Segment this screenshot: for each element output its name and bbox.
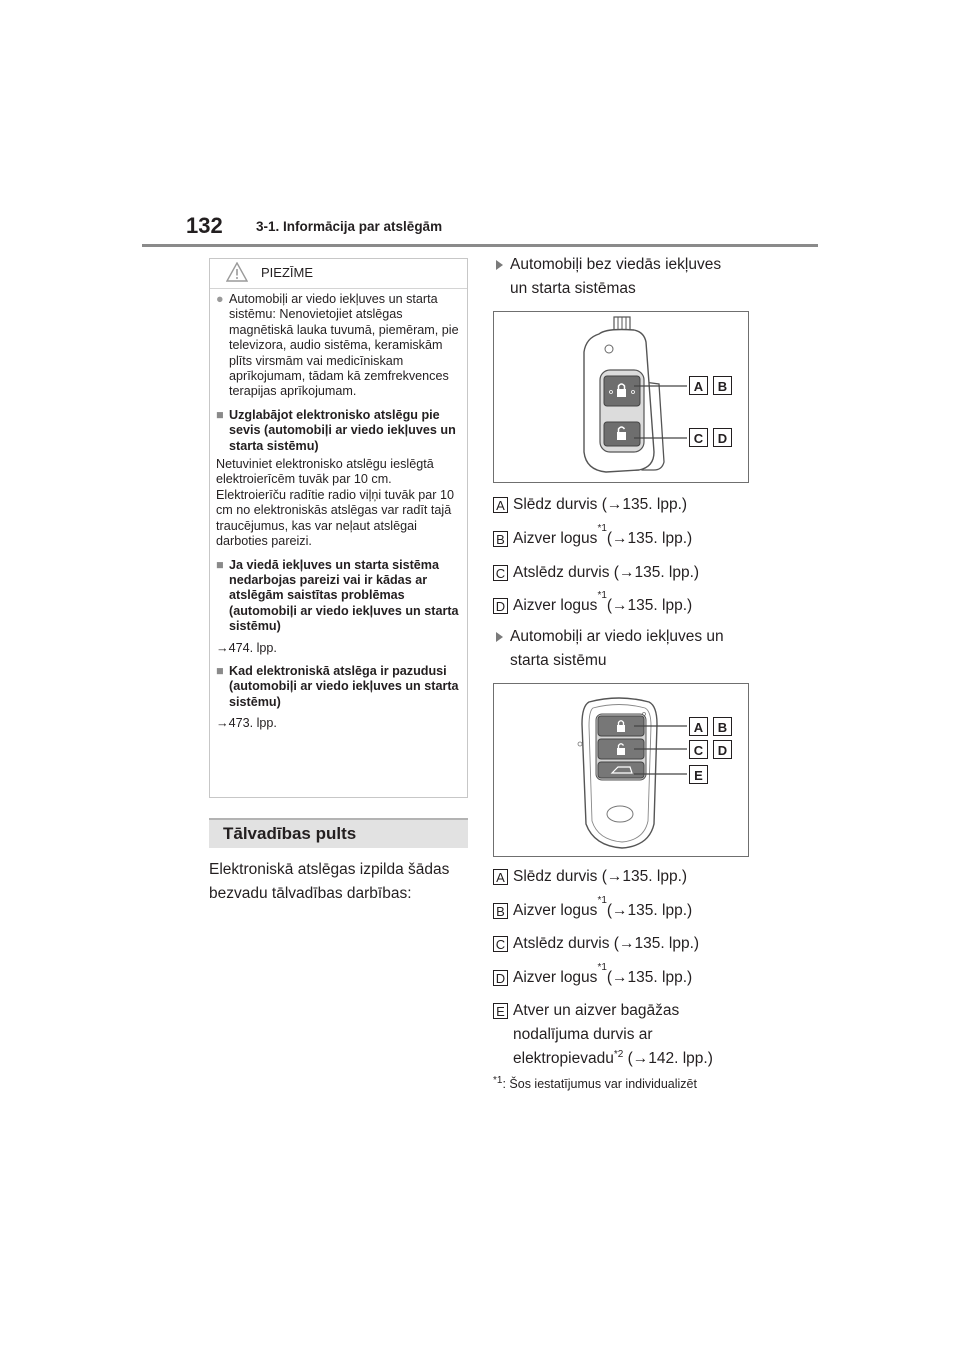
note-box xyxy=(209,258,468,798)
item-text-block xyxy=(513,999,713,1071)
item-label: D xyxy=(493,970,508,986)
heading-line: un starta sistēmas xyxy=(510,280,636,297)
square-bullet-icon: ■ xyxy=(216,557,224,572)
figure-key-with-smart xyxy=(493,683,749,857)
item-label: A xyxy=(493,869,508,885)
note-subheading: Ja viedā iekļuves un starta sistēma nedarbojas pareizi vai ir kādas ar atslēgām saistītas problēmas (automobiļi ar viedo iekļuves un starta sistēmu) xyxy=(229,557,459,634)
subsection-heading xyxy=(510,253,721,301)
page-reference[interactable]: →473. lpp. xyxy=(216,716,277,731)
header-divider xyxy=(142,244,818,247)
item-label: B xyxy=(493,531,508,547)
note-paragraph: Netuviniet elektronisko atslēgu ieslēgtā elektroierīcēm tuvāk par 10 cm. Elektroierīču radītie radio viļņi tuvāk par 10 cm no elektroniskās atslēgas var radīt tajā traucējumus, kas var neļaut atslēgai darboties pareizi. xyxy=(216,457,454,549)
callout-label: E xyxy=(689,765,708,784)
page-number: 132 xyxy=(186,213,223,238)
callout-label: B xyxy=(713,717,732,736)
heading-line: Automobiļi bez viedās iekļuves xyxy=(510,256,722,273)
note-subheading: Uzglabājot elektronisko atslēgu pie sevis (automobiļi ar viedo iekļuves un starta sistēmu) xyxy=(229,407,456,453)
item-text: Atslēdz durvis ( xyxy=(513,564,619,581)
page-reference[interactable]: (→135. lpp.) xyxy=(606,597,693,614)
key-illustration xyxy=(494,312,748,482)
item-text: Aizver logus xyxy=(513,969,598,986)
callout-label: A xyxy=(689,717,708,736)
item-text: Atslēdz durvis ( xyxy=(513,935,619,952)
figure-key-without-smart xyxy=(493,311,749,483)
page-reference[interactable]: →135. lpp.) xyxy=(618,564,700,581)
list-item xyxy=(493,867,687,887)
item-label: A xyxy=(493,497,508,513)
key-illustration xyxy=(494,684,748,856)
heading-line: starta sistēmu xyxy=(510,652,607,669)
note-body xyxy=(216,292,460,732)
note-header xyxy=(210,259,467,289)
item-text: elektropievadu xyxy=(513,1050,614,1067)
callout-label: C xyxy=(689,428,708,447)
triangle-bullet-icon xyxy=(496,260,503,270)
item-text: Slēdz durvis ( xyxy=(513,496,607,513)
item-label: D xyxy=(493,598,508,614)
triangle-bullet-icon xyxy=(496,632,503,642)
section-heading xyxy=(209,818,468,848)
page-reference[interactable]: →135. lpp.) xyxy=(618,935,700,952)
item-text: nodalījuma durvis ar xyxy=(513,1026,653,1043)
square-bullet-icon: ■ xyxy=(216,663,224,678)
list-item: D Aizver logus *1 (→135. lpp.) xyxy=(493,968,692,988)
warning-triangle-icon xyxy=(226,262,248,282)
square-bullet-icon: ■ xyxy=(216,407,224,422)
page-reference[interactable]: →135. lpp.) xyxy=(606,496,688,513)
item-label: B xyxy=(493,903,508,919)
list-item xyxy=(493,934,699,954)
note-paragraph: Automobiļi ar viedo iekļuves un starta sistēmu: Nenovietojiet atslēgas magnētiskā lauka tuvumā, piemēram, pie televizora, audio sistēma, keramiskām plīts virsmām vai medicīniskam aprīkojumam, tādam kā zemfrekvences terapijas aprīkojumam. xyxy=(229,292,459,399)
item-label: C xyxy=(493,936,508,952)
footnote-mark: *2 xyxy=(613,1048,624,1060)
page-reference[interactable]: (→135. lpp.) xyxy=(606,902,693,919)
item-label: C xyxy=(493,565,508,581)
item-text: Slēdz durvis ( xyxy=(513,868,607,885)
note-subheading: Kad elektroniskā atslēga ir pazudusi (automobiļi ar viedo iekļuves un starta sistēmu) xyxy=(229,663,459,709)
list-item: B Aizver logus *1 (→135. lpp.) xyxy=(493,901,692,921)
section-heading-text: Tālvadības pults xyxy=(223,824,357,843)
callout-label: D xyxy=(713,428,732,447)
list-item xyxy=(493,563,699,583)
callout-label: A xyxy=(689,376,708,395)
callout-label: B xyxy=(713,376,732,395)
note-item-2 xyxy=(216,408,460,454)
page-reference[interactable]: →135. lpp.) xyxy=(606,868,688,885)
page-reference[interactable]: (→142. lpp.) xyxy=(623,1050,713,1067)
subsection-heading xyxy=(510,625,724,673)
note-title: PIEZĪME xyxy=(261,265,314,280)
body-text: Elektroniskā atslēgas izpilda šādas bezvadu tālvadības darbības: xyxy=(209,861,450,902)
list-item: D Aizver logus *1 (→135. lpp.) xyxy=(493,596,692,616)
heading-line: Automobiļi ar viedo iekļuves un xyxy=(510,628,724,645)
section-title: 3-1. Informācija par atslēgām xyxy=(256,219,443,234)
footnote-mark: *1 xyxy=(493,1074,503,1086)
footnote xyxy=(493,1074,697,1091)
page-reference[interactable]: (→135. lpp.) xyxy=(606,969,693,986)
callout-label: C xyxy=(689,740,708,759)
note-item-3 xyxy=(216,558,460,635)
page-reference[interactable]: →474. lpp. xyxy=(216,640,277,655)
list-item xyxy=(493,1001,713,1071)
footnote-text: : Šos iestatījumus var individualizēt xyxy=(502,1077,697,1091)
list-item: B Aizver logus *1 (→135. lpp.) xyxy=(493,529,692,549)
circle-bullet-icon: ● xyxy=(216,292,224,306)
page-reference[interactable]: (→135. lpp.) xyxy=(606,530,693,547)
item-label: E xyxy=(493,1003,508,1019)
item-text: Aizver logus xyxy=(513,902,598,919)
note-item-1 xyxy=(216,292,460,400)
item-text: Atver un aizver bagāžas xyxy=(513,1002,680,1019)
list-item xyxy=(493,495,687,515)
note-item-4 xyxy=(216,664,460,710)
item-text: Aizver logus xyxy=(513,530,598,547)
item-text: Aizver logus xyxy=(513,597,598,614)
callout-label: D xyxy=(713,740,732,759)
